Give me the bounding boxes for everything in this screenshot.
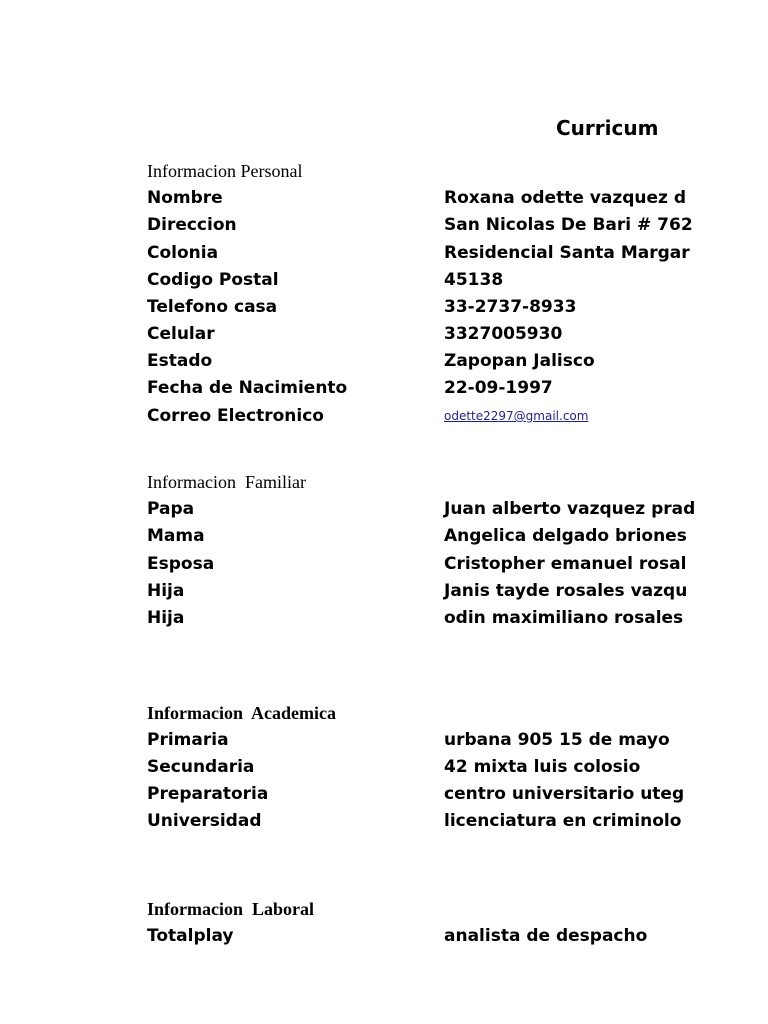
label-papa: Papa bbox=[147, 499, 195, 519]
value-primaria: urbana 905 15 de mayo bbox=[444, 730, 670, 750]
value-hija-1: Janis tayde rosales vazqu bbox=[444, 581, 688, 601]
label-primaria: Primaria bbox=[147, 730, 229, 750]
label-mama: Mama bbox=[147, 526, 205, 546]
label-totalplay: Totalplay bbox=[147, 926, 234, 946]
label-nombre: Nombre bbox=[147, 188, 223, 208]
value-preparatoria: centro universitario uteg bbox=[444, 784, 685, 804]
section-heading-familiar: Informacion Familiar bbox=[147, 472, 306, 492]
label-telefono-casa: Telefono casa bbox=[147, 297, 278, 317]
value-telefono-casa: 33-2737-8933 bbox=[444, 297, 577, 317]
value-codigo-postal: 45138 bbox=[444, 270, 504, 290]
value-fecha-nacimiento: 22-09-1997 bbox=[444, 378, 553, 398]
value-celular: 3327005930 bbox=[444, 324, 563, 344]
section-heading-laboral: Informacion Laboral bbox=[147, 899, 315, 919]
value-universidad: licenciatura en criminolo bbox=[444, 811, 682, 831]
label-direccion: Direccion bbox=[147, 215, 237, 235]
value-estado: Zapopan Jalisco bbox=[444, 351, 595, 371]
value-nombre: Roxana odette vazquez d bbox=[444, 188, 687, 208]
value-secundaria: 42 mixta luis colosio bbox=[444, 757, 641, 777]
label-hija-1: Hija bbox=[147, 581, 185, 601]
label-codigo-postal: Codigo Postal bbox=[147, 270, 279, 290]
value-esposa: Cristopher emanuel rosal bbox=[444, 554, 687, 574]
label-correo-electronico: Correo Electronico bbox=[147, 406, 324, 426]
label-fecha-nacimiento: Fecha de Nacimiento bbox=[147, 378, 348, 398]
section-heading-personal: Informacion Personal bbox=[147, 161, 303, 181]
label-preparatoria: Preparatoria bbox=[147, 784, 269, 804]
value-totalplay: analista de despacho bbox=[444, 926, 648, 946]
label-secundaria: Secundaria bbox=[147, 757, 255, 777]
value-direccion: San Nicolas De Bari # 762 bbox=[444, 215, 693, 235]
value-colonia: Residencial Santa Margar bbox=[444, 243, 690, 263]
label-estado: Estado bbox=[147, 351, 213, 371]
section-heading-academica: Informacion Academica bbox=[147, 703, 336, 723]
label-celular: Celular bbox=[147, 324, 215, 344]
value-hija-2: odin maximiliano rosales bbox=[444, 608, 684, 628]
value-mama: Angelica delgado briones bbox=[444, 526, 687, 546]
label-esposa: Esposa bbox=[147, 554, 215, 574]
label-colonia: Colonia bbox=[147, 243, 219, 263]
value-papa: Juan alberto vazquez prad bbox=[444, 499, 696, 519]
label-universidad: Universidad bbox=[147, 811, 262, 831]
label-hija-2: Hija bbox=[147, 608, 185, 628]
document-title: Curricum bbox=[556, 116, 659, 140]
email-link[interactable]: odette2297@gmail.com bbox=[444, 409, 589, 423]
